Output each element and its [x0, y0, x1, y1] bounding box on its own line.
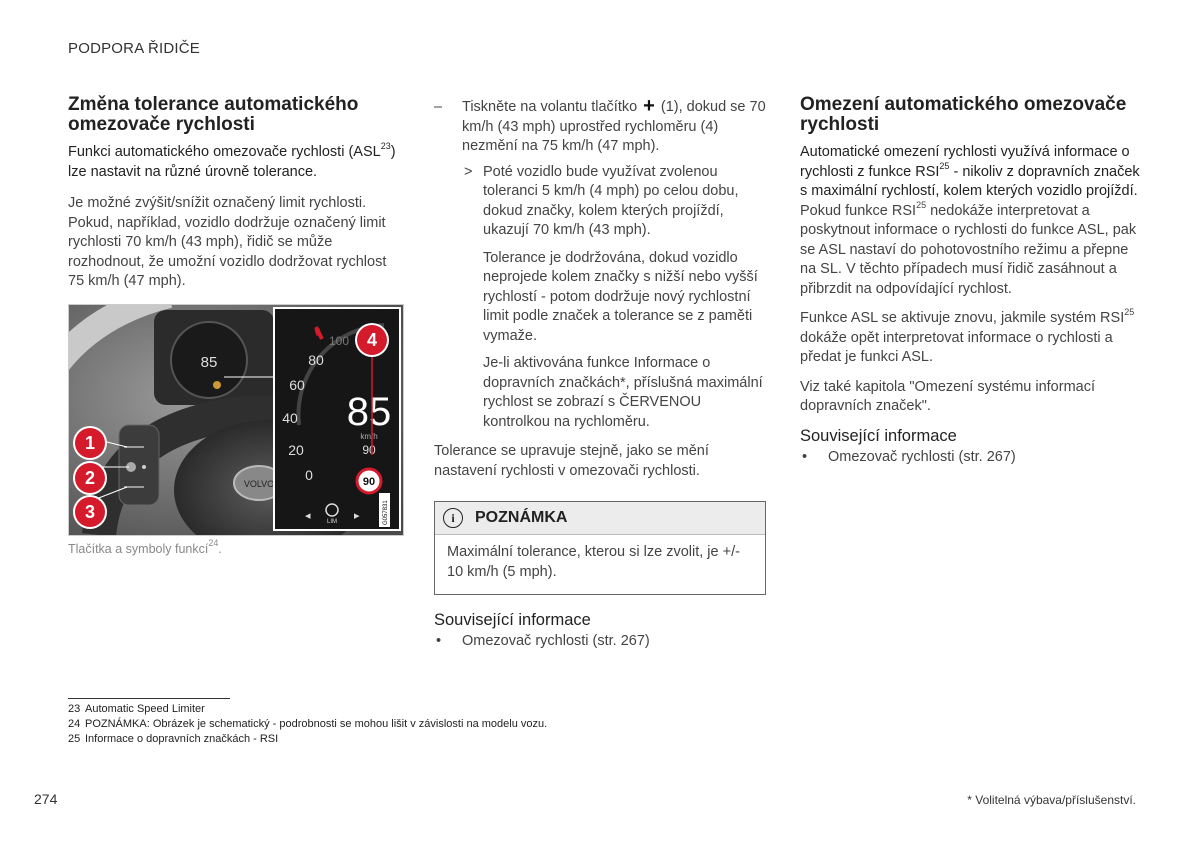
svg-text:VOLVO: VOLVO	[243, 478, 275, 489]
footer-note: * Volitelná výbava/příslušenství.	[967, 793, 1136, 807]
note-text: Maximální tolerance, kterou si lze zvolit, je +/- 10 km/h (5 mph).	[447, 544, 740, 580]
gauge-tick-40: 40	[282, 409, 298, 426]
footnote-ref[interactable]: 25	[1124, 307, 1135, 318]
column-1	[68, 95, 403, 556]
figure-caption: Tlačítka a symboly funkcí$^{24}$.	[68, 538, 222, 556]
figure-code: G057831	[383, 499, 389, 525]
callout-3: 3	[75, 497, 105, 527]
set-speed: 90	[362, 442, 376, 457]
footnote-rule	[68, 698, 230, 699]
lim-label: LIM	[326, 518, 338, 525]
tolerance-paragraph: Tolerance je dodržována, dokud vozidlo neprojede kolem značky s nižší nebo vyšší rychlostí - potom dodržuje nový rychlostní limit podle značek a tolerance se z paměti vymaže.	[483, 249, 758, 344]
gauge-tick-20: 20	[288, 441, 304, 458]
lead-paragraph: Funkci automatického omezovače rychlosti (ASL$^{23}$) lze nastavit na různé úrovně tolerance.	[68, 141, 396, 180]
footnote-ref[interactable]: 23	[380, 141, 391, 152]
body-paragraph: Je možné zvýšit/snížit označený limit rychlosti. Pokud, například, vozidlo dodržuje označený limit rychlosti 70 km/h (43 mph), řidič se může rozhodnout, že umožní vozidlo dodržovat rychlost 75 km/h (47 mph).	[68, 195, 387, 289]
column-3	[800, 95, 1140, 467]
gauge-tick-80: 80	[308, 351, 324, 368]
column-2	[434, 95, 766, 652]
svg-text:▸: ▸	[354, 509, 360, 522]
svg-text:◂: ◂	[305, 509, 311, 522]
instruction-step: – Tiskněte na volantu tlačítko + (1), dokud se 70 km/h (43 mph) uprostřed rychloměru (4) nezmění na 75 km/h (47 mph).	[434, 95, 766, 154]
callout-4: 4	[357, 325, 387, 355]
gauge-speed: 85	[346, 389, 392, 434]
lead-paragraph: Automatické omezení rychlosti využívá informace o rychlosti z funkce RSI$^{25}$ - nikoliv z dopravních značek s maximální rychlostí, kolem kterých vozidlo projíždí.	[800, 144, 1140, 199]
footnote-23: 23 Automatic Speed Limiter	[68, 703, 205, 715]
footnote-ref[interactable]: 25	[939, 160, 950, 171]
gauge-tick-0: 0	[305, 466, 313, 483]
related-link[interactable]: • Omezovač rychlosti (str. 267)	[436, 633, 650, 649]
note-title: POZNÁMKA	[475, 509, 568, 526]
see-also-paragraph: Viz také kapitola "Omezení systému informací dopravních značek".	[800, 378, 1095, 414]
related-link[interactable]: • Omezovač rychlosti (str. 267)	[802, 448, 1016, 465]
related-info-title: Související informace	[800, 426, 957, 445]
footnote-24: 24 POZNÁMKA: Obrázek je schematický - podrobnosti se mohou lišit v závislosti na modelu vozu.	[68, 718, 548, 730]
gauge-tick-100: 100	[328, 333, 350, 348]
footnote-25: 25 Informace o dopravních značkách - RSI	[68, 733, 279, 745]
body-paragraph: Pokud funkce RSI$^{25}$ nedokáže interpretovat a poskytnout informace o rychlosti do funkce ASL, pak se ASL nastaví do pohotovostního režimu a přepne na SL. V těchto případech musí řidič zasáhnout a přibrzdit na odpovídající rychlost.	[800, 199, 1137, 297]
plus-icon: +	[643, 95, 655, 117]
section-header: PODPORA ŘIDIČE	[68, 40, 200, 57]
related-info-title: Související informace	[434, 611, 591, 629]
footnote-ref[interactable]: 25	[916, 199, 927, 210]
gauge-tick-60: 60	[289, 376, 305, 393]
gauge-unit: km/h	[360, 431, 378, 441]
rsi-paragraph: Je-li aktivována funkce Informace o dopravních značkách*, příslušná maximální rychlost se zobrazí s ČERVENOU kontrolkou na rychloměru.	[483, 355, 763, 430]
callout-1: 1	[75, 428, 105, 458]
note-box	[434, 501, 766, 595]
body-paragraph: Funkce ASL se aktivuje znovu, jakmile systém RSI$^{25}$ dokáže opět interpretovat informace o rychlosti a předat je funkci ASL.	[800, 307, 1135, 365]
section-title: Omezení automatického omezovače rychlosti	[800, 94, 1127, 135]
steering-wheel-figure	[68, 304, 404, 536]
page-number: 274	[34, 791, 58, 807]
cluster-speed: 85	[200, 353, 218, 371]
section-title: Změna tolerance automatického omezovače rychlosti	[68, 94, 359, 135]
speed-sign-value: 90	[362, 475, 376, 488]
instruction-result: > Poté vozidlo bude využívat zvolenou toleranci 5 km/h (4 mph) po celou dobu, dokud značky, kolem kterých projíždí, ukazují 70 km/h (43 mph).	[464, 163, 739, 238]
info-icon: i	[443, 508, 463, 528]
note-header	[435, 502, 765, 535]
tolerance-note: Tolerance se upravuje stejně, jako se mění nastavení rychlosti v omezovači rychlosti.	[434, 443, 709, 479]
callout-2: 2	[75, 463, 105, 493]
footnote-ref[interactable]: 24	[208, 538, 219, 549]
